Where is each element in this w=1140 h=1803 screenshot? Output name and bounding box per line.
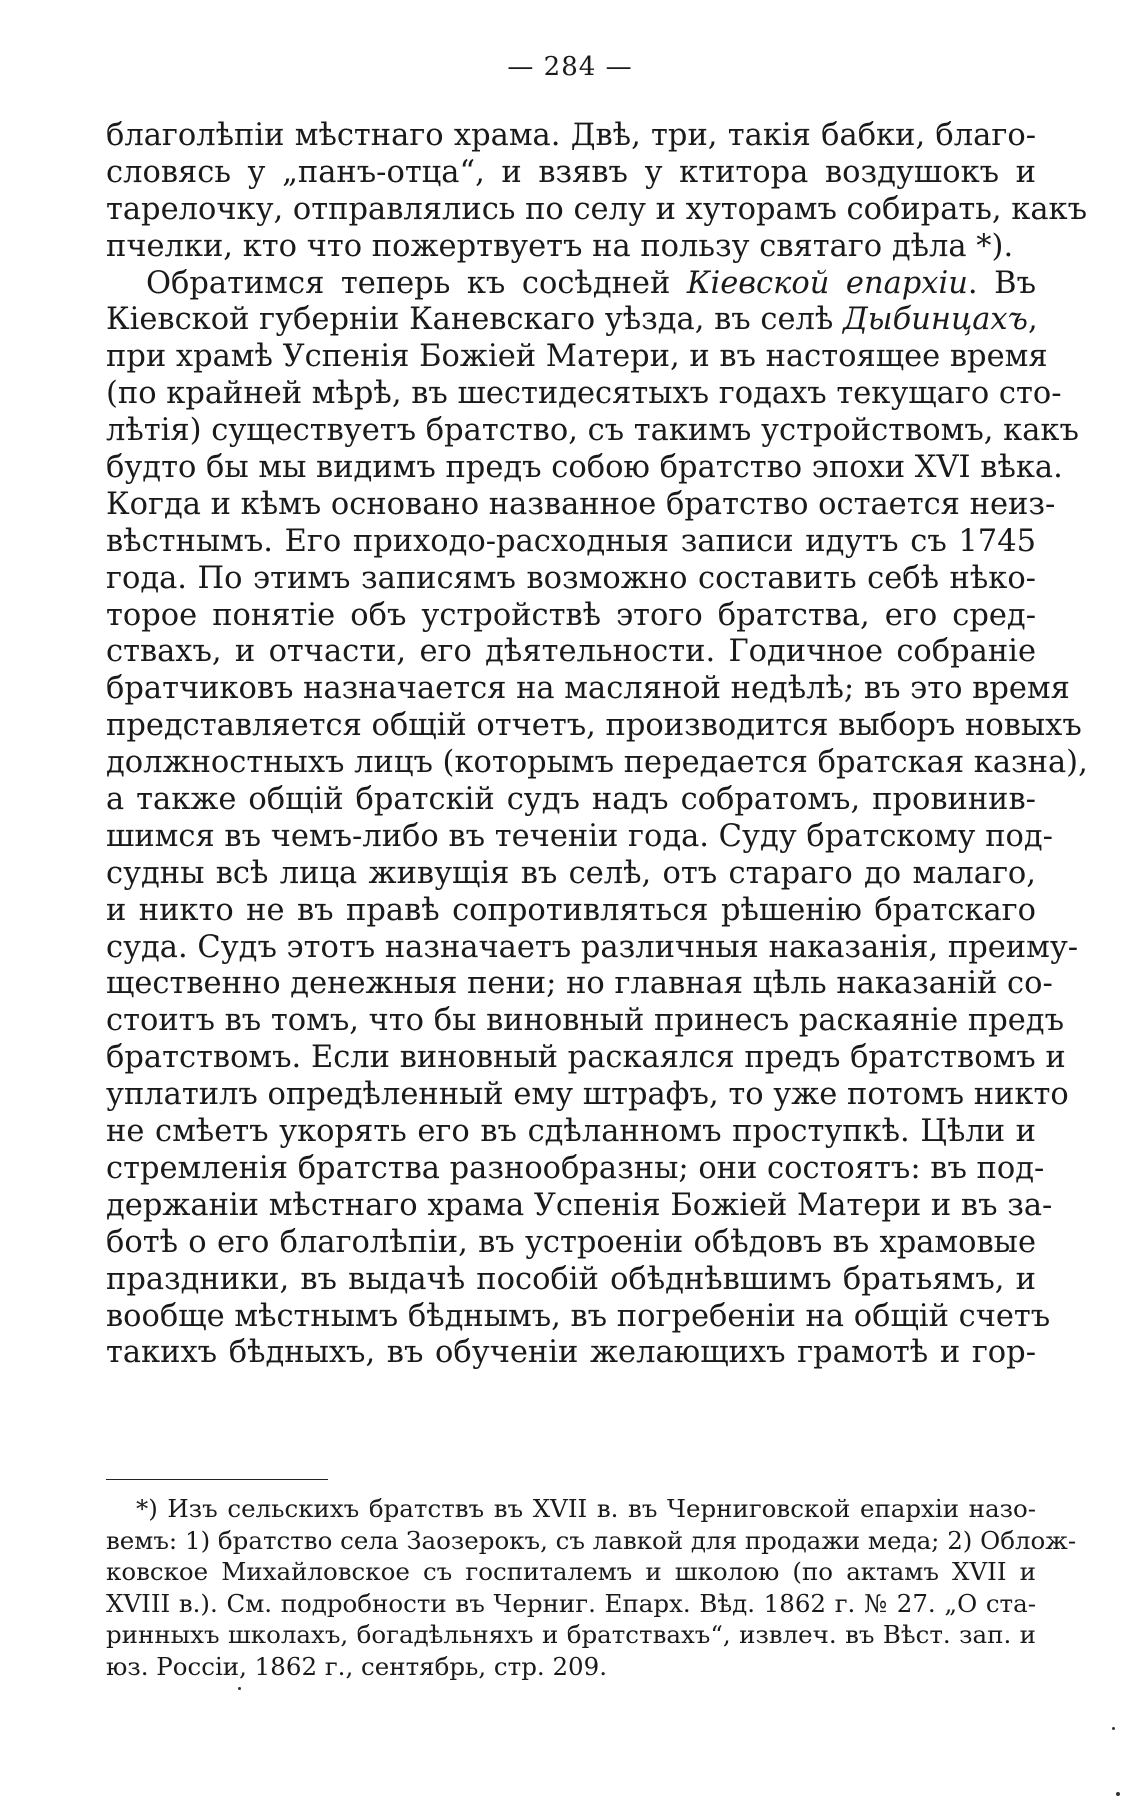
text-line-segment: . Въ bbox=[967, 265, 1036, 301]
text-line: (по крайней мѣрѣ, въ шестидесятыхъ годахъ текущаго сто- bbox=[106, 376, 1062, 412]
italic-dybintsakh: Дыбинцахъ bbox=[842, 302, 1028, 338]
footnote-line: вемъ: 1) братство села Заозерокъ, съ лавкой для продажи меда; 2) Облож- bbox=[106, 1525, 1077, 1555]
text-line: ботѣ о его благолѣпіи, въ устроеніи обѣдовъ въ храмовые bbox=[106, 1224, 1036, 1260]
footnote-divider bbox=[106, 1479, 328, 1480]
text-line: и никто не въ правѣ сопротивляться рѣшенію братскаго bbox=[106, 892, 1036, 928]
text-line: будто бы мы видимъ предъ собою братство эпохи XVI вѣка. bbox=[106, 450, 1063, 486]
text-line: братчиковъ назначается на масляной недѣлѣ; въ это время bbox=[106, 671, 1070, 707]
text-line: словясь у „панъ-отца“, и взявъ у ктитора воздушокъ и bbox=[106, 154, 1036, 190]
text-line: суда. Судъ этотъ назначаетъ различныя наказанія, преиму- bbox=[106, 929, 1079, 965]
text-line: Когда и кѣмъ основано названное братство остается неиз- bbox=[106, 486, 1056, 522]
text-line: братствомъ. Если виновный раскаялся предъ братствомъ и bbox=[106, 1040, 1066, 1076]
text-line: шимся въ чемъ-либо въ теченіи года. Суду братскому под- bbox=[106, 818, 1053, 854]
main-text bbox=[106, 118, 1088, 1372]
print-speck bbox=[1112, 1727, 1115, 1730]
text-line: должностныхъ лицъ (которымъ передается братская казна), bbox=[106, 745, 1088, 781]
text-line-with-italic bbox=[106, 302, 1036, 339]
text-line: вѣстнымъ. Его приходо-расходныя записи идутъ съ 1745 bbox=[106, 523, 1036, 559]
footnote-line: юз. Россіи, 1862 г., сентябрь, стр. 209. bbox=[106, 1651, 608, 1681]
text-line: представляется общій отчетъ, производится выборъ новыхъ bbox=[106, 708, 1082, 744]
footnote-line: *) Изъ сельскихъ братствъ въ XVII в. въ Черниговской епархіи назо- bbox=[136, 1494, 1036, 1523]
page-number: — 284 — bbox=[507, 52, 633, 82]
text-line: держаніи мѣстнаго храма Успенія Божіей Матери и въ за- bbox=[106, 1187, 1053, 1223]
text-line: благолѣпіи мѣстнаго храма. Двѣ, три, такія бабки, благо- bbox=[106, 118, 1036, 153]
text-line-paragraph-start bbox=[106, 266, 1036, 303]
text-line: праздники, въ выдачѣ пособій обѣднѣвшимъ братьямъ, и bbox=[106, 1261, 1036, 1297]
text-line: вообще мѣстнымъ бѣднымъ, въ погребеніи на общій счетъ bbox=[106, 1298, 1051, 1334]
text-line: а также общій братскій судъ надъ собратомъ, провинив- bbox=[106, 782, 1036, 818]
text-line: стремленія братства разнообразны; они состоятъ: въ под- bbox=[106, 1150, 1045, 1186]
italic-kievskoy-eparkhii: Кіевской епархіи bbox=[686, 265, 968, 301]
text-line: при храмѣ Успенія Божіей Матери, и въ настоящее время bbox=[106, 339, 1048, 375]
footnote-line: ковское Михайловское съ госпиталемъ и школою (по актамъ XVII и bbox=[106, 1557, 1036, 1586]
text-line: не смѣетъ укорять его въ сдѣланномъ проступкѣ. Цѣли и bbox=[106, 1114, 1036, 1150]
footnote-line: ринныхъ школахъ, богадѣльняхъ и братствахъ“, извлеч. въ Вѣст. зап. и bbox=[106, 1620, 1036, 1649]
text-line: уплатилъ опредѣленный ему штрафъ, то уже потомъ никто bbox=[106, 1077, 1069, 1113]
text-line: лѣтія) существуетъ братство, съ такимъ устройствомъ, какъ bbox=[106, 413, 1079, 449]
print-speck bbox=[1116, 1792, 1120, 1796]
text-line: такихъ бѣдныхъ, въ обученіи желающихъ грамотѣ и гор- bbox=[106, 1335, 1036, 1371]
text-line-segment: Обратимся теперь къ сосѣдней bbox=[146, 265, 687, 301]
footnote-line: XVIII в.). См. подробности въ Черниг. Епарх. Вѣд. 1862 г. № 27. „О ста- bbox=[106, 1588, 1036, 1618]
text-line: пчелки, кто что пожертвуетъ на пользу святаго дѣла *). bbox=[106, 228, 1014, 264]
text-line: стоитъ въ томъ, что бы виновный принесъ раскаяніе предъ bbox=[106, 1003, 1064, 1039]
print-speck bbox=[238, 1687, 241, 1690]
text-line: щественно денежныя пени; но главная цѣль наказаній со- bbox=[106, 966, 1053, 1002]
text-line-segment: , bbox=[1027, 302, 1038, 338]
text-line: судны всѣ лица живущія въ селѣ, отъ стараго до малаго, bbox=[106, 855, 1036, 891]
footnote bbox=[106, 1493, 1077, 1682]
text-line: ствахъ, и отчасти, его дѣятельности. Годичное собраніе bbox=[106, 634, 1036, 670]
text-line: тарелочку, отправлялись по селу и хуторамъ собирать, какъ bbox=[106, 191, 1087, 227]
text-line: торое понятіе объ устройствѣ этого братства, его сред- bbox=[106, 597, 1036, 633]
text-line-segment: Кіевской губерніи Каневскаго уѣзда, въ селѣ bbox=[106, 302, 843, 338]
text-line: года. По этимъ записямъ возможно составить себѣ нѣко- bbox=[106, 560, 1036, 596]
